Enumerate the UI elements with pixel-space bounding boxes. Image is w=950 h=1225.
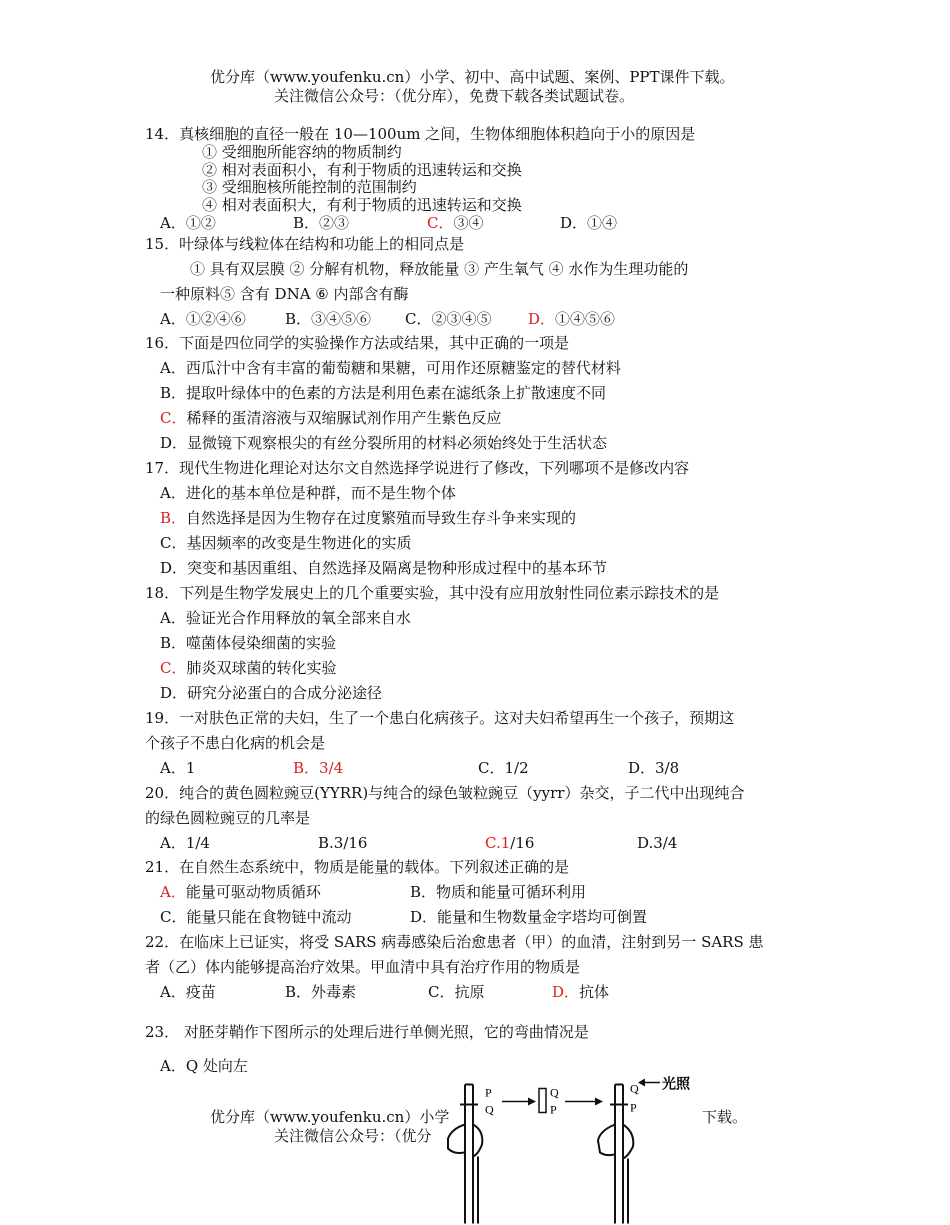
- q17-option-c: C．基因频率的改变是生物进化的实质: [160, 534, 412, 552]
- q22-answer-letter: D．: [552, 983, 580, 1001]
- label-p-3: P: [630, 1100, 637, 1115]
- q19-option-d: D．3/8: [628, 759, 680, 777]
- q22-stem-2: 者（乙）体内能够提高治疗效果。甲血清中具有治疗作用的物质是: [145, 958, 581, 976]
- q19-option-a: A．1: [160, 759, 196, 777]
- light-arrow: [638, 1079, 660, 1087]
- q14-option-b: B．②③: [293, 214, 350, 232]
- q22-option-a: A．疫苗: [160, 983, 216, 1001]
- q18-option-b: B．噬菌体侵染细菌的实验: [160, 634, 337, 652]
- q23-option-a: A．Q 处向左: [160, 1057, 248, 1075]
- q14-item-4: ④ 相对表面积大，有利于物质的迅速转运和交换: [202, 196, 522, 214]
- arrow-1: [502, 1098, 536, 1106]
- q21-option-a: A．能量可驱动物质循环: [160, 883, 321, 901]
- label-q-1: Q: [485, 1102, 494, 1117]
- q16-option-a: A．西瓜汁中含有丰富的葡萄糖和果糖，可用作还原糖鉴定的替代材料: [160, 359, 621, 377]
- q20-option-c: C.1/16: [485, 834, 535, 852]
- q17-option-b: B．自然选择是因为生物存在过度繁殖而导致生存斗争来实现的: [160, 509, 577, 527]
- q14-item-1: ① 受细胞所能容纳的物质制约: [202, 143, 402, 161]
- coleoptile-2: [598, 1085, 633, 1224]
- q17-answer-letter: B．: [160, 509, 187, 527]
- q15-answer-letter: D．: [528, 310, 556, 328]
- q15-option-a: A．①②④⑥: [160, 310, 246, 328]
- q16-answer-letter: C．: [160, 409, 187, 427]
- coleoptile-1: [448, 1085, 482, 1224]
- q15-stem: 15．叶绿体与线粒体在结构和功能上的相同点是: [145, 235, 465, 253]
- q21-option-c: C．能量只能在食物链中流动: [160, 908, 352, 926]
- cut-segment: [539, 1089, 546, 1113]
- q14-stem: 14．真核细胞的直径一般在 10—100um 之间，生物体细胞体积趋向于小的原因是: [145, 125, 696, 143]
- q14-item-2: ② 相对表面积小，有利于物质的迅速转运和交换: [202, 161, 522, 179]
- q18-stem: 18．下列是生物学发展史上的几个重要实验，其中没有应用放射性同位素示踪技术的是: [145, 584, 720, 602]
- q20-option-b: B.3/16: [318, 834, 368, 852]
- q20-answer-letter: C.1: [485, 834, 511, 852]
- footer-line-1-right: 下载。: [702, 1108, 748, 1126]
- label-q-3: Q: [630, 1081, 639, 1096]
- footer-line-2-left: 关注微信公众号：（优分: [274, 1127, 432, 1145]
- q21-option-b: B．物质和能量可循环利用: [410, 883, 587, 901]
- light-label: 光照: [662, 1076, 690, 1093]
- q16-stem: 16．下面是四位同学的实验操作方法或结果，其中正确的一项是: [145, 334, 570, 352]
- q15-line-2: 一种原料⑤ 含有 DNA ⑥ 内部含有酶: [160, 285, 409, 303]
- q19-stem-2: 个孩子不患白化病的机会是: [145, 734, 326, 752]
- header-line-1: 优分库（www.youfenku.cn）小学、初中、高中试题、案例、PPT课件下载。: [210, 68, 735, 86]
- q18-option-c: C．肺炎双球菌的转化实验: [160, 659, 337, 677]
- q22-option-b: B．外毒素: [285, 983, 357, 1001]
- q16-option-b: B．提取叶绿体中的色素的方法是利用色素在滤纸条上扩散速度不同: [160, 384, 607, 402]
- coleoptile-figure: [440, 1075, 730, 1225]
- q17-option-d: D．突变和基因重组、自然选择及隔离是物种形成过程中的基本环节: [160, 559, 608, 577]
- label-p-1: P: [485, 1085, 492, 1100]
- q18-option-d: D．研究分泌蛋白的合成分泌途径: [160, 684, 383, 702]
- q15-option-b: B．③④⑤⑥: [285, 310, 372, 328]
- q16-option-c: C．稀释的蛋清溶液与双缩脲试剂作用产生紫色反应: [160, 409, 502, 427]
- q21-answer-letter: A．: [160, 883, 186, 901]
- q23-stem: 23． 对胚芽鞘作下图所示的处理后进行单侧光照，它的弯曲情况是: [145, 1023, 589, 1041]
- footer-line-1-left: 优分库（www.youfenku.cn）小学: [210, 1108, 450, 1126]
- q20-stem-1: 20．纯合的黄色圆粒豌豆(YYRR)与纯合的绿色皱粒豌豆（yyrr）杂交，子二代中出现纯合: [145, 784, 745, 802]
- q15-line-1: ① 具有双层膜 ② 分解有机物，释放能量 ③ 产生氧气 ④ 水作为生理功能的: [190, 260, 689, 278]
- header-line-2: 关注微信公众号：（优分库），免费下载各类试题试卷。: [274, 87, 635, 105]
- q15-option-c: C．②③④⑤: [405, 310, 492, 328]
- q17-option-a: A．进化的基本单位是种群，而不是生物个体: [160, 484, 456, 502]
- q14-answer-letter: C．: [427, 214, 454, 232]
- q21-stem: 21．在自然生态系统中，物质是能量的载体。下列叙述正确的是: [145, 858, 570, 876]
- q22-stem-1: 22．在临床上已证实，将受 SARS 病毒感染后治愈患者（甲）的血清，注射到另一 SARS 患: [145, 933, 764, 951]
- label-p-2: P: [550, 1102, 557, 1117]
- q16-option-d: D．显微镜下观察根尖的有丝分裂所用的材料必须始终处于生活状态: [160, 434, 608, 452]
- arrow-2: [565, 1098, 603, 1106]
- q20-option-d: D.3/4: [637, 834, 678, 852]
- q14-option-c: C．③④: [427, 214, 484, 232]
- q19-option-c: C．1/2: [478, 759, 529, 777]
- q19-stem-1: 19．一对肤色正常的夫妇，生了一个患白化病孩子。这对夫妇希望再生一个孩子，预期这: [145, 709, 735, 727]
- label-q-2: Q: [550, 1085, 559, 1100]
- q15-option-d: D．①④⑤⑥: [528, 310, 616, 328]
- q22-option-c: C．抗原: [428, 983, 485, 1001]
- q19-option-b: B．3/4: [293, 759, 344, 777]
- q18-option-a: A．验证光合作用释放的氧全部来自水: [160, 609, 411, 627]
- q14-option-a: A．①②: [160, 214, 216, 232]
- q21-option-d: D．能量和生物数量金字塔均可倒置: [410, 908, 648, 926]
- q17-stem: 17．现代生物进化理论对达尔文自然选择学说进行了修改，下列哪项不是修改内容: [145, 459, 690, 477]
- q18-answer-letter: C．: [160, 659, 187, 677]
- q22-option-d: D．抗体: [552, 983, 610, 1001]
- q20-option-a: A．1/4: [160, 834, 210, 852]
- q14-item-3: ③ 受细胞核所能控制的范围制约: [202, 178, 417, 196]
- q20-stem-2: 的绿色圆粒豌豆的几率是: [145, 809, 311, 827]
- q14-option-d: D．①④: [560, 214, 618, 232]
